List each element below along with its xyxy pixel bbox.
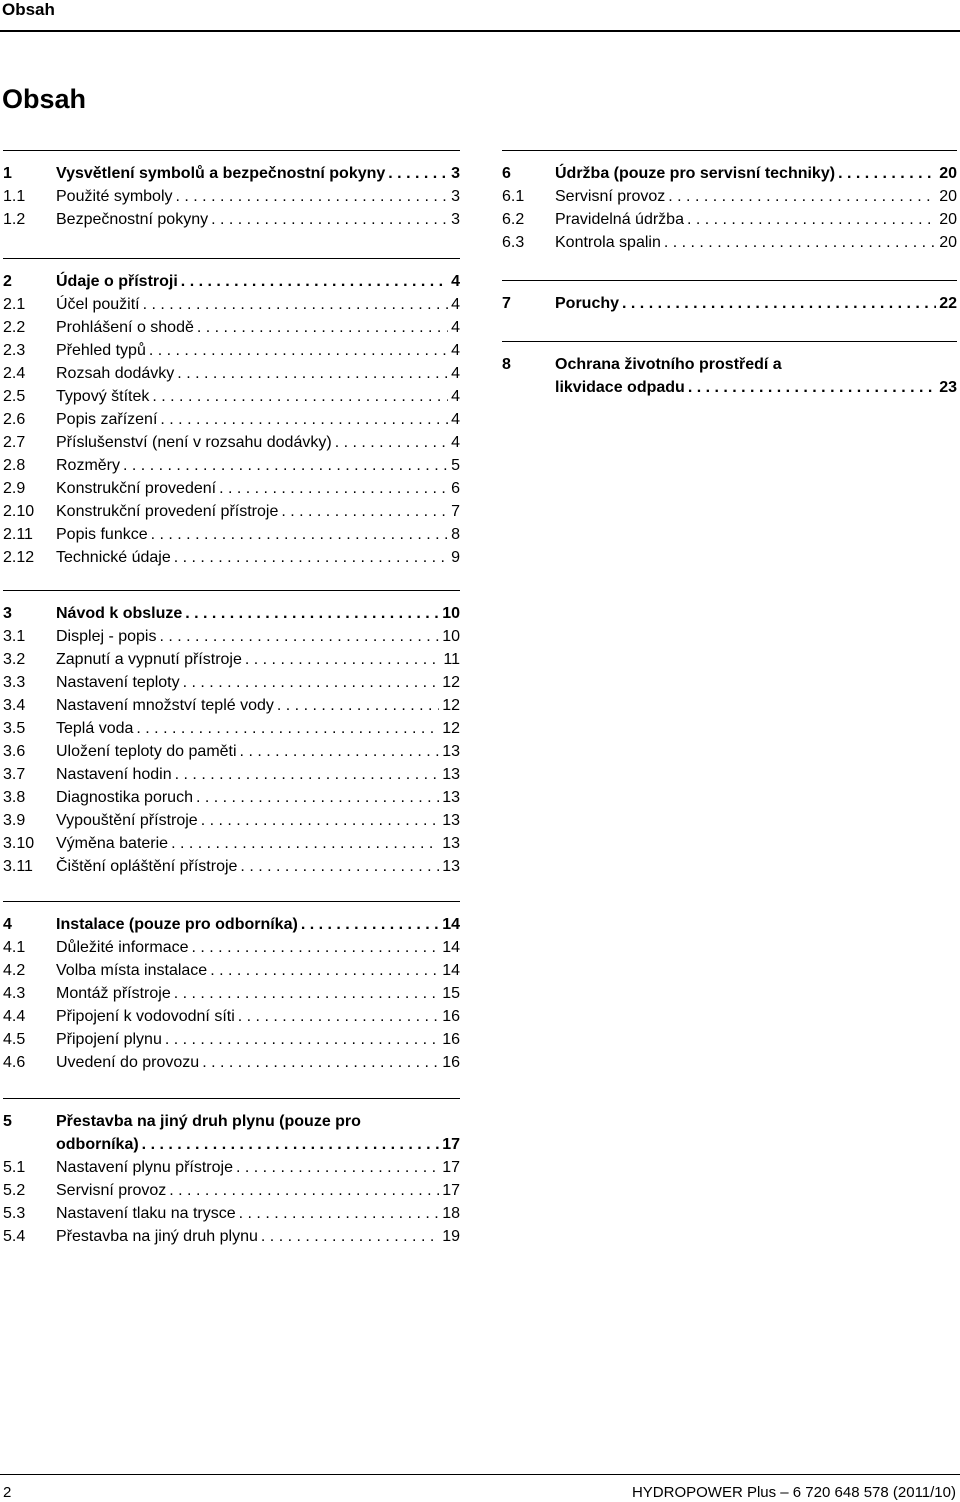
toc-entry-page: 17 (442, 1182, 460, 1199)
toc-chapter[interactable] (502, 291, 957, 314)
toc-chapter[interactable] (502, 161, 957, 184)
toc-entry-page: 4 (451, 296, 460, 313)
toc-entry-title: Popis funkce (56, 525, 151, 545)
toc-entry-title: Konstrukční provedení (56, 479, 219, 499)
toc-entry-number: 2.1 (3, 296, 26, 313)
toc-entry-number: 2.6 (3, 411, 26, 428)
toc-entry-number: 3.7 (3, 766, 26, 783)
toc-section (3, 901, 460, 1073)
toc-dot-leader (174, 548, 448, 568)
toc-entry-number: 2.10 (3, 503, 35, 520)
toc-entry-page: 4 (451, 342, 460, 359)
toc-entry[interactable] (3, 1027, 460, 1050)
toc-entry-title: Návod k obsluze (56, 604, 185, 624)
toc-entry-title: Nastavení tlaku na trysce (56, 1204, 239, 1224)
toc-entry-page: 22 (939, 295, 957, 312)
toc-entry-page: 10 (442, 628, 460, 645)
toc-entry-number: 2.9 (3, 480, 26, 497)
toc-entry-title: likvidace odpadu (555, 378, 688, 398)
toc-entry-title: Přestavba na jiný druh plynu (56, 1227, 261, 1247)
toc-entry[interactable] (3, 361, 460, 384)
toc-dot-leader (149, 341, 448, 361)
toc-entry[interactable] (3, 981, 460, 1004)
toc-entry-page: 4 (451, 434, 460, 451)
toc-entry-page: 4 (451, 365, 460, 382)
toc-entry-title: Uložení teploty do paměti (56, 742, 240, 762)
footer-document-id: HYDROPOWER Plus – 6 720 648 578 (2011/10) (631, 1484, 956, 1501)
toc-dot-leader (175, 765, 440, 785)
toc-dot-leader (174, 984, 439, 1004)
toc-entry-page: 5 (451, 457, 460, 474)
toc-entry-number: 4 (3, 916, 12, 933)
toc-entry[interactable] (3, 693, 460, 716)
toc-entry-page: 16 (442, 1054, 460, 1071)
toc-entry-page: 13 (442, 812, 460, 829)
toc-entry-title: Připojení plynu (56, 1030, 165, 1050)
toc-entry-title: Příslušenství (není v rozsahu dodávky) (56, 433, 335, 453)
toc-entry-title: Bezpečnostní pokyny (56, 210, 211, 230)
toc-entry-page: 4 (451, 319, 460, 336)
toc-entry-page: 16 (442, 1008, 460, 1025)
toc-dot-leader (165, 1030, 439, 1050)
toc-entry[interactable] (3, 854, 460, 877)
toc-section (3, 590, 460, 877)
toc-entry-title: Typový štítek (56, 387, 152, 407)
toc-dot-leader (668, 187, 936, 207)
toc-entry-page: 12 (442, 697, 460, 714)
toc-entry-number: 1.2 (3, 211, 26, 228)
toc-entry[interactable] (502, 207, 957, 230)
toc-entry-title: odborníka) (56, 1135, 142, 1155)
toc-entry-title: Montáž přístroje (56, 984, 174, 1004)
toc-entry-title: Instalace (pouze pro odborníka) (56, 915, 301, 935)
toc-entry-number: 3.10 (3, 835, 35, 852)
toc-entry[interactable] (3, 958, 460, 981)
toc-entry-title: Popis zařízení (56, 410, 160, 430)
toc-chapter[interactable] (3, 912, 460, 935)
toc-dot-leader (281, 502, 448, 522)
toc-entry[interactable] (3, 499, 460, 522)
toc-chapter-line-2[interactable] (502, 375, 957, 398)
footer-rule (0, 1474, 960, 1475)
toc-entry-title: Rozsah dodávky (56, 364, 177, 384)
toc-dot-leader (123, 456, 448, 476)
toc-entry-title: Uvedení do provozu (56, 1053, 202, 1073)
toc-dot-leader (185, 604, 439, 624)
toc-entry-page: 13 (442, 789, 460, 806)
toc-entry-title: Nastavení množství teplé vody (56, 696, 277, 716)
toc-entry-number: 6.3 (502, 234, 525, 251)
toc-entry-page: 14 (442, 962, 460, 979)
toc-entry[interactable] (3, 1050, 460, 1073)
toc-dot-leader (136, 719, 439, 739)
toc-entry[interactable] (3, 762, 460, 785)
toc-entry-number: 2.8 (3, 457, 26, 474)
toc-entry-number: 7 (502, 295, 511, 312)
toc-dot-leader (183, 673, 440, 693)
toc-entry-number: 3.5 (3, 720, 26, 737)
toc-entry-number: 5 (3, 1113, 12, 1130)
toc-entry-page: 4 (451, 388, 460, 405)
toc-section (3, 258, 460, 568)
toc-entry-title: Vypouštění přístroje (56, 811, 201, 831)
toc-dot-leader (211, 210, 448, 230)
toc-dot-leader (159, 627, 439, 647)
toc-entry-number: 6.1 (502, 188, 525, 205)
toc-entry-page: 20 (939, 165, 957, 182)
toc-entry-page: 7 (451, 503, 460, 520)
toc-dot-leader (160, 410, 448, 430)
toc-entry[interactable] (3, 407, 460, 430)
toc-entry-number: 3.1 (3, 628, 26, 645)
toc-entry[interactable] (3, 338, 460, 361)
toc-dot-leader (240, 742, 440, 762)
toc-section (502, 150, 957, 253)
toc-entry-title: Rozměry (56, 456, 123, 476)
toc-section (3, 1098, 460, 1247)
toc-entry[interactable] (3, 184, 460, 207)
toc-entry[interactable] (502, 230, 957, 253)
toc-entry[interactable] (3, 292, 460, 315)
toc-entry-title: Diagnostika poruch (56, 788, 196, 808)
toc-entry-number: 3.11 (3, 858, 33, 875)
toc-entry[interactable] (3, 647, 460, 670)
toc-entry-page: 13 (442, 766, 460, 783)
toc-entry-page: 23 (939, 379, 957, 396)
toc-entry-page: 19 (442, 1228, 460, 1245)
toc-entry[interactable] (3, 716, 460, 739)
toc-entry-number: 4.4 (3, 1008, 26, 1025)
toc-entry-number: 2.2 (3, 319, 26, 336)
toc-entry-number: 2.4 (3, 365, 26, 382)
toc-entry-number: 3.4 (3, 697, 26, 714)
toc-dot-leader (210, 961, 439, 981)
toc-entry-title: Prohlášení o shodě (56, 318, 197, 338)
toc-entry-title: Účel použití (56, 295, 143, 315)
toc-dot-leader (261, 1227, 439, 1247)
toc-dot-leader (181, 272, 448, 292)
toc-entry-page: 10 (442, 605, 460, 622)
toc-dot-leader (151, 525, 448, 545)
toc-dot-leader (277, 696, 439, 716)
toc-entry-number: 3.3 (3, 674, 26, 691)
toc-entry-title: Technické údaje (56, 548, 174, 568)
toc-entry-number: 3.9 (3, 812, 26, 829)
toc-entry-number: 5.4 (3, 1228, 26, 1245)
toc-entry-number: 5.1 (3, 1159, 26, 1176)
toc-dot-leader (688, 378, 936, 398)
toc-entry[interactable] (3, 624, 460, 647)
toc-dot-leader (239, 1204, 440, 1224)
toc-entry-number: 3 (3, 605, 12, 622)
toc-entry-page: 15 (442, 985, 460, 1002)
toc-dot-leader (196, 788, 439, 808)
toc-entry-number: 2.11 (3, 526, 33, 543)
toc-entry-title: Teplá voda (56, 719, 136, 739)
toc-dot-leader (192, 938, 440, 958)
toc-entry[interactable] (3, 207, 460, 230)
toc-dot-leader (664, 233, 936, 253)
toc-entry-number: 4.3 (3, 985, 26, 1002)
toc-entry-page: 11 (443, 651, 460, 668)
toc-entry-title: Servisní provoz (555, 187, 668, 207)
toc-entry[interactable] (3, 1155, 460, 1178)
toc-dot-leader (236, 1158, 439, 1178)
toc-entry-title: Údaje o přístroji (56, 272, 181, 292)
toc-entry-title: Důležité informace (56, 938, 192, 958)
toc-entry-title: Údržba (pouze pro servisní techniky) (555, 164, 838, 184)
toc-chapter[interactable] (3, 601, 460, 624)
toc-entry-title: Zapnutí a vypnutí přístroje (56, 650, 245, 670)
toc-entry-page: 4 (451, 273, 460, 290)
page-title: Obsah (2, 84, 87, 114)
toc-entry-page: 20 (939, 234, 957, 251)
toc-entry-title: Přehled typů (56, 341, 149, 361)
toc-entry[interactable] (3, 545, 460, 568)
toc-entry-title: Použité symboly (56, 187, 176, 207)
toc-entry-page: 20 (939, 188, 957, 205)
toc-entry-title: Pravidelná údržba (555, 210, 687, 230)
footer-page-number: 2 (3, 1484, 12, 1501)
toc-entry-title: Konstrukční provedení přístroje (56, 502, 281, 522)
running-header-title: Obsah (2, 0, 55, 19)
toc-entry-number: 5.2 (3, 1182, 26, 1199)
toc-entry-page: 9 (451, 549, 460, 566)
toc-entry-title: Poruchy (555, 294, 622, 314)
toc-entry-title: Výměna baterie (56, 834, 171, 854)
toc-entry[interactable] (3, 522, 460, 545)
toc-entry-page: 13 (442, 743, 460, 760)
toc-entry-number: 2 (3, 273, 12, 290)
toc-dot-leader (142, 1135, 440, 1155)
toc-entry-title: Displej - popis (56, 627, 159, 647)
toc-entry-number: 4.5 (3, 1031, 26, 1048)
toc-dot-leader (240, 857, 439, 877)
toc-dot-leader (171, 834, 439, 854)
toc-entry-title: Nastavení teploty (56, 673, 183, 693)
toc-chapter-line-2[interactable] (3, 1132, 460, 1155)
toc-entry-title: Nastavení hodin (56, 765, 175, 785)
toc-entry[interactable] (3, 808, 460, 831)
toc-entry[interactable] (3, 831, 460, 854)
toc-entry[interactable] (3, 430, 460, 453)
toc-entry-number: 4.6 (3, 1054, 26, 1071)
toc-entry-number: 3.6 (3, 743, 26, 760)
toc-dot-leader (335, 433, 448, 453)
toc-chapter-line-1[interactable] (3, 1109, 460, 1132)
toc-entry-number: 2.3 (3, 342, 26, 359)
toc-dot-leader (176, 187, 449, 207)
toc-entry[interactable] (3, 1224, 460, 1247)
toc-section (502, 280, 957, 314)
toc-dot-leader (238, 1007, 439, 1027)
toc-entry-title: Přestavba na jiný druh plynu (pouze pro (56, 1113, 361, 1130)
toc-dot-leader (245, 650, 441, 670)
toc-entry[interactable] (3, 476, 460, 499)
toc-dot-leader (838, 164, 936, 184)
toc-entry-number: 1 (3, 165, 12, 182)
toc-entry[interactable] (3, 384, 460, 407)
toc-entry[interactable] (3, 1178, 460, 1201)
toc-entry-number: 5.3 (3, 1205, 26, 1222)
toc-dot-leader (177, 364, 448, 384)
toc-entry[interactable] (3, 1004, 460, 1027)
toc-entry-page: 18 (442, 1205, 460, 1222)
toc-entry-page: 17 (442, 1136, 460, 1153)
toc-entry[interactable] (3, 315, 460, 338)
toc-entry-page: 12 (442, 720, 460, 737)
toc-entry-page: 14 (442, 939, 460, 956)
toc-chapter-line-1[interactable] (502, 352, 957, 375)
toc-entry-page: 4 (451, 411, 460, 428)
toc-entry-number: 3.2 (3, 651, 26, 668)
toc-dot-leader (169, 1181, 439, 1201)
toc-entry-title: Servisní provoz (56, 1181, 169, 1201)
toc-entry-number: 2.12 (3, 549, 35, 566)
toc-entry-page: 14 (442, 916, 460, 933)
toc-dot-leader (219, 479, 448, 499)
toc-entry-page: 20 (939, 211, 957, 228)
toc-entry[interactable] (502, 184, 957, 207)
toc-dot-leader (202, 1053, 439, 1073)
toc-dot-leader (388, 164, 448, 184)
toc-entry-page: 8 (451, 526, 460, 543)
toc-dot-leader (143, 295, 449, 315)
toc-entry-title: Ochrana životního prostředí a (555, 356, 782, 373)
toc-chapter[interactable] (3, 161, 460, 184)
toc-dot-leader (301, 915, 439, 935)
toc-entry-number: 6.2 (502, 211, 525, 228)
toc-entry-page: 17 (442, 1159, 460, 1176)
toc-entry[interactable] (3, 785, 460, 808)
toc-dot-leader (197, 318, 448, 338)
toc-dot-leader (687, 210, 936, 230)
toc-entry-number: 8 (502, 356, 511, 373)
toc-entry[interactable] (3, 670, 460, 693)
toc-entry-page: 12 (442, 674, 460, 691)
toc-entry-page: 13 (442, 835, 460, 852)
header-rule (0, 30, 960, 32)
toc-entry-title: Vysvětlení symbolů a bezpečnostní pokyny (56, 164, 388, 184)
toc-entry-title: Nastavení plynu přístroje (56, 1158, 236, 1178)
toc-entry-page: 6 (451, 480, 460, 497)
toc-entry-number: 1.1 (3, 188, 26, 205)
toc-entry-title: Čištění opláštění přístroje (56, 857, 240, 877)
toc-entry-number: 4.2 (3, 962, 26, 979)
toc-entry-number: 6 (502, 165, 511, 182)
toc-dot-leader (152, 387, 448, 407)
toc-entry-page: 3 (451, 165, 460, 182)
toc-entry-number: 2.5 (3, 388, 26, 405)
toc-entry-title: Připojení k vodovodní síti (56, 1007, 238, 1027)
toc-entry-number: 2.7 (3, 434, 26, 451)
toc-entry-title: Kontrola spalin (555, 233, 664, 253)
toc-dot-leader (622, 294, 936, 314)
toc-entry-number: 4.1 (3, 939, 26, 956)
toc-entry[interactable] (3, 453, 460, 476)
toc-section (3, 150, 460, 230)
toc-entry-page: 13 (442, 858, 460, 875)
toc-entry-title: Volba místa instalace (56, 961, 210, 981)
toc-entry[interactable] (3, 935, 460, 958)
toc-dot-leader (201, 811, 440, 831)
toc-entry-page: 16 (442, 1031, 460, 1048)
toc-entry[interactable] (3, 739, 460, 762)
toc-entry-page: 3 (451, 211, 460, 228)
toc-section (502, 341, 957, 398)
toc-entry-number: 3.8 (3, 789, 26, 806)
toc-entry-page: 3 (451, 188, 460, 205)
toc-entry[interactable] (3, 1201, 460, 1224)
toc-chapter[interactable] (3, 269, 460, 292)
